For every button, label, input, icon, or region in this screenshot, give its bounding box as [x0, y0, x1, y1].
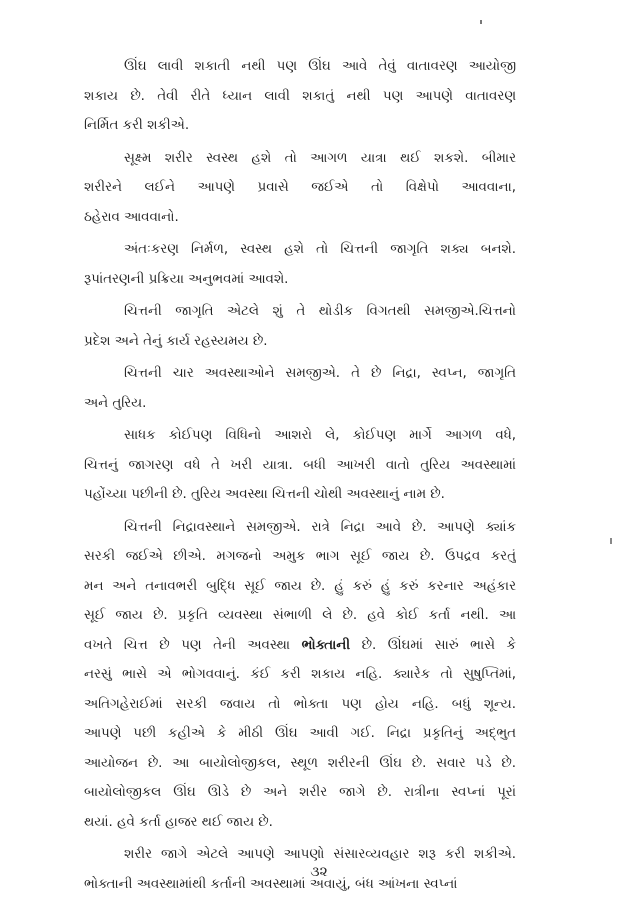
text-line: અને તુરિય.	[84, 395, 147, 411]
text-line: ચિત્તનું જાગરણ વધે તે ખરી યાત્રા. બધી આખરી વાતો તુરિય અવસ્થામાં	[84, 457, 516, 473]
text-segment: સૂઈ જાય છે. પ્રકૃતિ વ્યવસ્થા સંભાળી લે છે. હવે કોઈ કર્તા નથી. આ	[84, 608, 516, 623]
paragraph	[84, 52, 516, 141]
text-line: રૂપાંતરણની પ્રક્રિયા અનુભવમાં આવશે.	[84, 271, 289, 287]
paragraph	[84, 297, 516, 356]
text-line: ચિત્તની જાગૃતિ એટલે શું તે થોડીક વિગતથી સમજીએ.ચિત્તનો	[124, 304, 516, 319]
text-line	[84, 719, 516, 749]
text-line	[84, 808, 516, 838]
paragraph	[84, 144, 516, 233]
text-line	[84, 572, 516, 602]
body-text	[84, 52, 516, 899]
text-line: પહોંચ્યા પછીની છે. તુરિય અવસ્થા ચિત્તની ચોથી અવસ્થાનું નામ છે.	[84, 487, 445, 502]
text-segment: છે. ઊંઘમાં સારું ભાસે કે	[350, 637, 516, 653]
text-segment: વખતે ચિત્ત છે પણ તેની અવસ્થા	[84, 637, 302, 653]
text-segment: અતિગહેરાઈમાં સરકી જવાય તો ભોક્તા પણ હોય નહિ. બધું શૂન્ય.	[84, 696, 516, 712]
text-line	[84, 631, 516, 661]
text-line: શરીર જાગે એટલે આપણે આપણો સંસારવ્યવહાર શરૂ કરી શકીએ.	[124, 847, 516, 862]
paragraph	[84, 359, 516, 418]
text-line: ચિત્તની ચાર અવસ્થાઓને સમજીએ. તે છે નિદ્રા, સ્વપ્ન, જાગૃતિ	[124, 366, 516, 381]
scan-speck	[610, 538, 612, 544]
text-line: શરીરને લઈને આપણે પ્રવાસે જઈએ તો વિક્ષેપો આવવાના,	[84, 180, 516, 195]
text-line: શકાય છે. તેવી રીતે ધ્યાન લાવી શકાતું નથી પણ આપણે વાતાવરણ	[84, 88, 516, 104]
text-line	[84, 542, 516, 572]
text-line: પ્રદેશ અને તેનું કાર્ય રહસ્યમય છે.	[84, 333, 268, 349]
text-line: ભોક્તાની અવસ્થામાંથી કર્તાની અવસ્થામાં અવાયું, બંધ આંખના સ્વપ્નાં	[84, 876, 458, 892]
text-line: ઊંઘ લાવી શકાતી નથી પણ ઊંઘ આવે તેવું વાતાવરણ આયોજી	[124, 59, 516, 74]
text-line: અંતઃકરણ નિર્મળ, સ્વસ્થ હશે તો ચિત્તની જાગૃતિ શક્ય બનશે.	[124, 242, 516, 257]
bold-text: ભોક્તાની	[301, 637, 351, 653]
page-number: ૩૨	[310, 864, 328, 880]
text-line: ઠહેરાવ આવવાનો.	[84, 209, 179, 225]
paragraph	[84, 421, 516, 510]
text-segment: ચિત્તની નિદ્રાવસ્થાને સમજીએ. રાત્રે નિદ્રા આવે છે. આપણે ક્યાંક	[124, 519, 516, 535]
text-line	[84, 660, 516, 690]
text-line: સાધક કોઈપણ વિધિનો આશરો લે, કોઈપણ માર્ગે આગળ વધે,	[124, 428, 516, 443]
text-line	[84, 513, 516, 543]
text-segment: આયોજન છે. આ બાયોલોજીકલ, સ્થૂળ શરીરની ઊંઘ છે. સવાર પડે છે.	[84, 755, 516, 771]
text-line	[84, 601, 516, 631]
paragraph	[84, 513, 516, 838]
text-line	[84, 749, 516, 779]
text-segment: થયાં. હવે કર્તા હાજર થઈ જાય છે.	[84, 814, 273, 830]
text-line: સૂક્ષ્મ શરીર સ્વસ્થ હશે તો આગળ યાત્રા થઈ શકશે. બીમાર	[124, 150, 516, 166]
text-segment: સરકી જઈએ છીએ. મગજનો અમુક ભાગ સૂઈ જાય છે. ઉપદ્રવ કરતું	[84, 549, 516, 564]
text-line	[84, 690, 516, 720]
paragraph	[84, 235, 516, 294]
text-segment: આપણે પછી કહીએ કે મીઠી ઊંઘ આવી ગઈ. નિદ્રા પ્રકૃતિનું અદ્ભુત	[84, 726, 516, 741]
text-segment: નરસું ભાસે એ ભોગવવાનું. કંઈ કરી શકાય નહિ. ક્યારેક તો સુષુપ્તિમાં,	[84, 667, 516, 682]
text-segment: મન અને તનાવભરી બુદ્ધિ સૂઈ જાય છે. હું કરું હું કરું કરનાર અહંકાર	[84, 578, 516, 594]
scan-speck	[480, 20, 482, 24]
text-segment: બાયોલોજીકલ ઊંઘ ઊડે છે અને શરીર જાગે છે. રાત્રીના સ્વપ્નાં પૂરાં	[84, 785, 516, 800]
text-line: નિર્મિત કરી શકીએ.	[84, 118, 190, 133]
text-line	[84, 778, 516, 808]
